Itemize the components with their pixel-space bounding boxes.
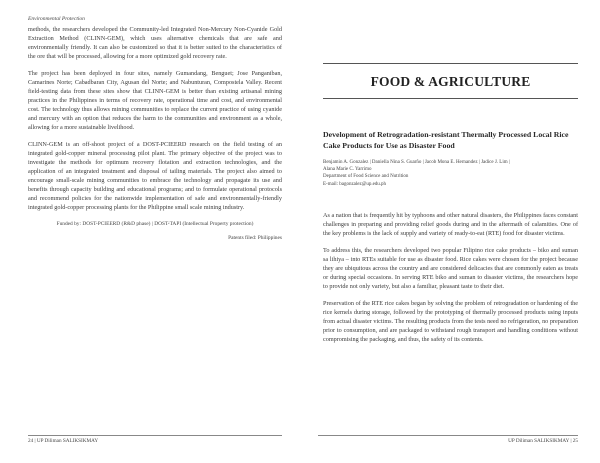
paragraph: As a nation that is frequently hit by typhoons and other natural disasters, the Philippines faces constant challenges in preparing and providing relief goods during and in the aftermath of calamities. One of the key problems is the lack of supply and variety of ready-to-eat (RTE) food for disaster victims.	[323, 212, 578, 237]
authors-line: Alana Marie C. Yarrimo	[323, 167, 372, 173]
section-rule-top	[323, 63, 578, 64]
email: E-mail: bagonzalez@up.edu.ph	[323, 181, 387, 187]
patent-note: Patents filed: Philippines	[228, 235, 282, 241]
author-block	[323, 159, 578, 188]
right-article-body	[323, 211, 578, 352]
funding-credit: Funded by: DOST-PCIEERD (R&D phase) | DOST-TAPI (Intellectual Property protection)	[56, 221, 254, 227]
page-footer-left: 24 | UP Diliman SALIKSIKMAY	[28, 438, 99, 444]
page-footer-right: UP Diliman SALIKSIKMAY | 25	[508, 438, 578, 444]
paragraph: CLINN-GEM is an off-shoot project of a DOST-PCIEERD research on the field testing of an integrated gold-copper mineral processing pilot plant. The primary objective of the project was to investigate the methods for optimum recovery flotation and extraction technologies, and the application of an integrated treatment and disposal of tailing materials. The project also aimed to encourage small-scale mining communities to embrace the technology and propagate its use and benefits through capacity building and educational programs; and to formulate operational protocols and recommend policies for the nationwide implementation of safe and environmentally-friendly integrated gold-copper processing plants for the Philippine small scale mining industry.	[28, 141, 282, 211]
section-rule-bottom	[323, 98, 578, 99]
paragraph: To address this, the researchers developed two popular Filipino rice cake products – biko and suman sa lihiya – into RTEs suitable for use as disaster food. Rice cakes were chosen for the project because they are ubiquitous across the country and are considered delicacies that are commonly eaten as treats or during special occasions. In serving RTE biko and suman to disaster victims, the researchers hope to provide not only variety, but also a familiar, pleasant taste to their diet.	[323, 247, 578, 290]
paragraph: methods, the researchers developed the Community-led Integrated Non-Mercury Non-Cyanide Gold Extraction Method (CLINN-GEM), which uses alternative chemicals that are safe and environmentally friendly. It can also be customized so that it is better suited to the characteristics of the ore that will be processed, allowing for a more optimized gold recovery rate.	[28, 26, 282, 60]
footer-rule	[318, 435, 578, 436]
section-title: FOOD & AGRICULTURE	[370, 74, 531, 89]
article-title: Development of Retrogradation-resistant Thermally Processed Local Rice Cake Products for Use as Disaster Food	[323, 130, 569, 150]
authors-line: Benjamin A. Gonzalez | Daniella Nina S. Guarño | Jacob Mona E. Hernandez | Jadice J. Lim |	[323, 160, 510, 165]
footer-rule	[28, 435, 282, 436]
running-head: Environmental Protection	[28, 16, 85, 22]
paragraph: Preservation of the RTE rice cakes began by solving the problem of retrogradation or hardening of the rice kernels during storage, followed by the prototyping of thermally processed products using inputs from actual disaster victims. The resulting products from the tests need no refrigeration, no preparation prior to consumption, and are packaged to withstand rough transport and handling conditions without compromising the packaging, and thus, the safety of its contents.	[323, 300, 578, 343]
paragraph: The project has been deployed in four sites, namely Gumandang, Benguet; Jose Panganiban, Camarines Norte; Cabadbaran City, Agusan del Norte; and Nabunturan, Compostela Valley. Recent field-testing data from these sites show that CLINN-GEM is better than existing artisanal mining practices in the Philippines in terms of recovery rate, operational time and cost, and environmental cost. The technology thus allows mining communities to replace the current practice of using cyanide and mercury with an option that reduces the harm to the communities and environment as a whole, allowing for a more sustainable livelihood.	[28, 70, 282, 131]
right-page	[300, 0, 600, 463]
department: Department of Food Science and Nutrition	[323, 174, 409, 180]
left-article-body	[28, 25, 282, 242]
